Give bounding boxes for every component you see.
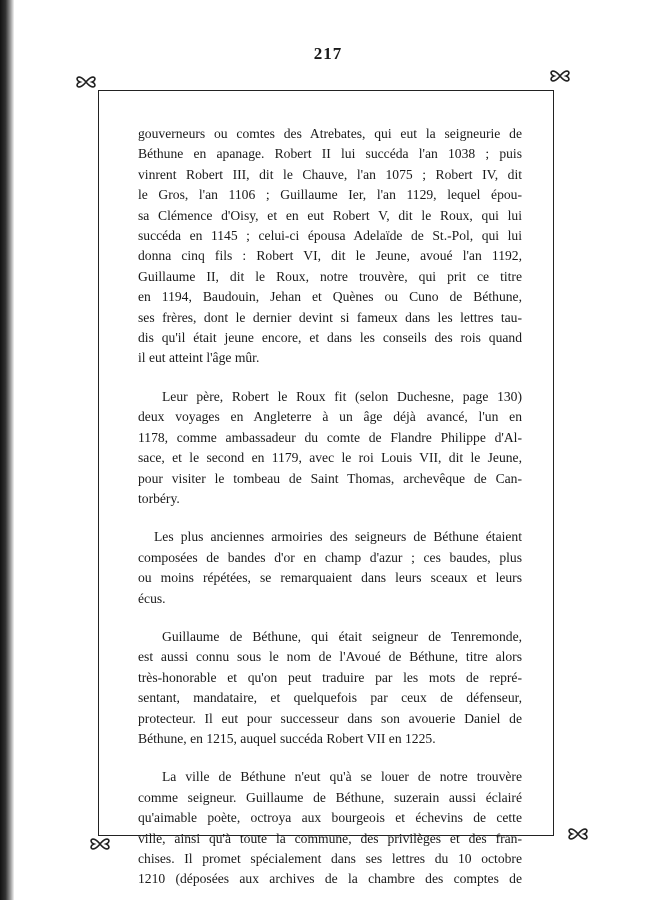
text-line: sentant, mandataire, et quelquefois par ceux de défenseur, [138,690,522,706]
paragraph [138,767,522,889]
corner-ornament-bottom-left-icon [88,832,112,856]
text-line: succéda en 1145 ; celui-ci épousa Adelaïde de St.-Pol, qui lui [138,228,522,244]
paragraph [138,387,522,509]
text-line: La ville de Béthune n'eut qu'à se louer de notre trouvère [162,769,522,785]
text-line: comme seigneur. Guillaume de Béthune, suzerain aussi éclairé [138,789,522,805]
text-line: chises. Il promet spécialement dans ses lettres du 10 octobre [138,851,522,866]
text-line: torbéry. [138,490,180,506]
text-line: donna cinq fils : Robert VI, dit le Jeune, avoué l'an 1192, [138,248,522,264]
text-line: pour visiter le tombeau de Saint Thomas, archevêque de Can- [138,470,522,486]
paragraph [138,124,522,369]
text-line: composées de bandes d'or en champ d'azur ; ces baudes, plus [138,549,522,565]
text-line: Les plus anciennes armoiries des seigneurs de Béthune étaient [154,529,522,545]
text-line: très-honorable et qu'on peut traduire par les mots de repré- [138,669,522,685]
text-line: le Gros, l'an 1106 ; Guillaume Ier, l'an 1129, lequel épou- [138,187,522,203]
text-line: Guillaume II, dit le Roux, notre trouvère, qui prit ce titre [138,268,522,284]
text-line: en 1194, Baudouin, Jehan et Quènes ou Cuno de Béthune, [138,289,522,305]
text-line: gouverneurs ou comtes des Atrebates, qui eut la seigneurie de [138,126,522,141]
book-spine-shadow [0,0,14,900]
text-line: ses frères, dont le dernier devint si fameux dans les lettres tau- [138,309,522,325]
text-line: Guillaume de Béthune, qui était seigneur de Tenremonde, [162,628,522,644]
text-line: ville, ainsi qu'à toute la commune, des privilèges et des fran- [138,830,522,846]
text-line: 1210 (déposées aux archives de la chambre des comptes de [138,871,522,887]
page-number: 217 [313,44,343,63]
corner-ornament-bottom-right-icon [566,822,590,846]
paragraph [138,627,522,749]
text-line: deux voyages en Angleterre à un âge déjà avancé, l'un en [138,409,522,425]
text-line: protecteur. Il eut pour successeur dans son avouerie Daniel de [138,710,522,726]
text-line: Leur père, Robert le Roux fit (selon Duchesne, page 130) [162,388,522,404]
text-line: il eut atteint l'âge mûr. [138,350,260,366]
corner-ornament-top-right-icon [548,64,572,88]
text-line: 1178, comme ambassadeur du comte de Flandre Philippe d'Al- [138,429,522,445]
page-body-text [138,124,522,908]
text-line: qu'aimable poète, octroya aux bourgeois et échevins de cette [138,810,522,826]
text-line: dis qu'il était jeune encore, et dans les conseils des rois quand [138,330,522,346]
text-line: sace, et le second en 1179, avec le roi Louis VII, dit le Jeune, [138,450,522,466]
paragraph [138,527,522,609]
text-line: Béthune, en 1215, auquel succéda Robert VII en 1225. [138,730,436,746]
text-line: ou moins répétées, se remarquaient dans leurs sceaux et leurs [138,570,522,586]
text-line: Béthune en apanage. Robert II lui succéda l'an 1038 ; puis [138,146,522,162]
text-line: sa Clémence d'Oisy, et en eut Robert V, dit le Roux, qui lui [138,207,522,223]
text-line: est aussi connu sous le nom de l'Avoué de Béthune, titre alors [138,649,522,665]
text-line: écus. [138,590,166,606]
text-line: vinrent Robert III, dit le Chauve, l'an 1075 ; Robert IV, dit [138,166,522,182]
corner-ornament-top-left-icon [74,70,98,94]
